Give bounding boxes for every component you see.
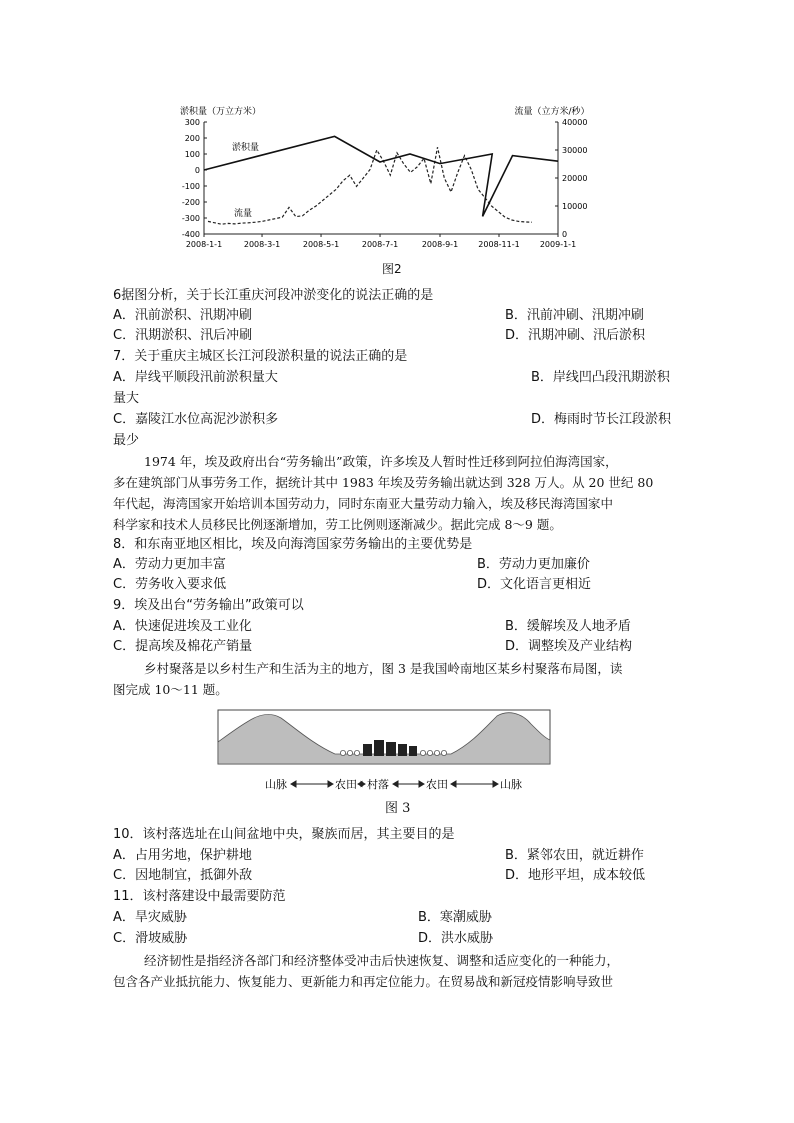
passage1-line1: 1974 年，埃及政府出台“劳务输出”政策，许多埃及人暂时性迁移到阿拉伯海湾国家，: [144, 454, 618, 469]
right-tick-label: 30000: [562, 146, 588, 155]
chart-ticks: [182, 118, 588, 249]
label-farm-left: 农田: [335, 778, 357, 791]
left-tick-label: 100: [184, 150, 200, 159]
left-tick-label: 300: [184, 118, 200, 127]
q11-option-d[interactable]: D．洪水威胁: [418, 931, 494, 946]
left-tick-label: 0: [194, 166, 200, 175]
q8-stem: 8．和东南亚地区相比，埃及向海湾国家劳务输出的主要优势是: [113, 537, 473, 552]
q8-option-b[interactable]: B．劳动力更加廉价: [477, 557, 590, 572]
q7-option-b-cont: 量大: [113, 391, 140, 406]
label-village: 村落: [367, 778, 389, 791]
q7-option-b[interactable]: B．岸线凹凸段汛期淤积: [531, 370, 670, 385]
q10-option-a[interactable]: A．占用劣地，保护耕地: [113, 848, 252, 863]
q6-option-a[interactable]: A．汛前淤积、汛期冲刷: [113, 308, 252, 323]
village-house: [409, 746, 417, 756]
q7-option-c[interactable]: C．嘉陵江水位高泥沙淤积多: [113, 412, 279, 427]
left-axis-title: 淤积量（万立方米）: [180, 107, 262, 117]
q6-stem: 6据图分析，关于长江重庆河段冲淤变化的说法正确的是: [113, 288, 434, 303]
q6-option-b[interactable]: B．汛前冲刷、汛期冲刷: [505, 308, 644, 323]
passage3-line1: 经济韧性是指经济各部门和经济整体受冲击后快速恢复、调整和适应变化的一种能力，: [144, 953, 620, 968]
passage1-line4: 科学家和技术人员移民比例逐渐增加，劳工比例则逐渐减少。据此完成 8～9 题。: [113, 517, 562, 532]
village-house: [386, 742, 396, 756]
label-mountain-right: 山脉: [500, 778, 522, 791]
right-tick-label: 20000: [562, 174, 588, 183]
q10-option-c[interactable]: C．因地制宜，抵御外敌: [113, 868, 253, 883]
x-tick-label: 2009-1-1: [539, 240, 577, 249]
label-mountain-left: 山脉: [265, 778, 287, 791]
village-house: [398, 744, 407, 756]
left-tick-label: 200: [184, 134, 200, 143]
passage1-line3: 年代起，海湾国家开始培训本国劳动力，同时东南亚大量劳动力输入，埃及移民海湾国家中: [113, 496, 614, 511]
x-tick-label: 2008-11-1: [478, 240, 520, 249]
q11-option-a[interactable]: A．旱灾威胁: [113, 910, 187, 925]
figure2-chart: [170, 100, 590, 260]
passage3-line2: 包含各产业抵抗能力、恢复能力、更新能力和再定位能力。在贸易战和新冠疫情影响导致世: [113, 974, 614, 989]
farmland-left: [340, 750, 359, 755]
q10-option-b[interactable]: B．紧邻农田，就近耕作: [505, 848, 644, 863]
left-tick-label: -300: [181, 214, 200, 223]
label-farm-right: 农田: [426, 778, 448, 791]
distance-arrows: [291, 781, 498, 787]
q10-option-d[interactable]: D．地形平坦，成本较低: [505, 868, 646, 883]
q9-stem: 9．埃及出台“劳务输出”政策可以: [113, 598, 304, 613]
village-house: [374, 740, 384, 756]
q9-option-a[interactable]: A．快速促进埃及工业化: [113, 619, 252, 634]
figure2-caption: 图2: [382, 262, 402, 276]
left-tick-label: -100: [181, 182, 200, 191]
q6-option-c[interactable]: C．汛期淤积、汛后冲刷: [113, 328, 253, 343]
q11-stem: 11．该村落建设中最需要防范: [113, 889, 286, 904]
q11-option-c[interactable]: C．滑坡威胁: [113, 931, 188, 946]
x-tick-label: 2008-7-1: [361, 240, 399, 249]
figure3-caption: 图 3: [385, 801, 411, 816]
x-tick-label: 2008-3-1: [243, 240, 281, 249]
q9-option-d[interactable]: D．调整埃及产业结构: [505, 639, 633, 654]
q8-option-c[interactable]: C．劳务收入要求低: [113, 577, 227, 592]
right-tick-label: 40000: [562, 118, 588, 127]
q7-stem: 7．关于重庆主城区长江河段淤积量的说法正确的是: [113, 349, 408, 364]
x-tick-label: 2008-5-1: [302, 240, 340, 249]
x-tick-label: 2008-9-1: [421, 240, 459, 249]
q8-option-d[interactable]: D．文化语言更相近: [477, 577, 592, 592]
q7-option-d-cont: 最少: [113, 433, 140, 448]
sediment-series-label: 淤积量: [232, 143, 260, 153]
left-tick-label: -400: [181, 230, 200, 239]
q9-option-c[interactable]: C．提高埃及棉花产销量: [113, 639, 253, 654]
passage2-line1: 乡村聚落是以乡村生产和生活为主的地方，图 3 是我国岭南地区某乡村聚落布局图，读: [144, 661, 623, 676]
q9-option-b[interactable]: B．缓解埃及人地矛盾: [505, 619, 631, 634]
right-tick-label: 0: [562, 230, 568, 239]
figure3-diagram: [215, 708, 555, 794]
village-house: [363, 744, 372, 756]
x-tick-label: 2008-1-1: [185, 240, 223, 249]
right-tick-label: 10000: [562, 202, 588, 211]
passage2-line2: 图完成 10～11 题。: [113, 682, 228, 697]
flow-series-label: 流量: [234, 209, 253, 219]
left-tick-label: -200: [181, 198, 200, 207]
q11-option-b[interactable]: B．寒潮威胁: [418, 910, 492, 925]
q10-stem: 10．该村落选址在山间盆地中央，聚族而居，其主要目的是: [113, 827, 455, 842]
q8-option-a[interactable]: A．劳动力更加丰富: [113, 557, 226, 572]
q7-option-a[interactable]: A．岸线平顺段汛前淤积量大: [113, 370, 278, 385]
right-axis-title: 流量（立方米/秒）: [514, 107, 590, 117]
passage1-line2: 多在建筑部门从事劳务工作，据统计其中 1983 年埃及劳务输出就达到 328 万人。从 20 世纪 80: [113, 475, 654, 490]
q7-option-d[interactable]: D．梅雨时节长江段淤积: [531, 412, 672, 427]
q6-option-d[interactable]: D．汛期冲刷、汛后淤积: [505, 328, 646, 343]
